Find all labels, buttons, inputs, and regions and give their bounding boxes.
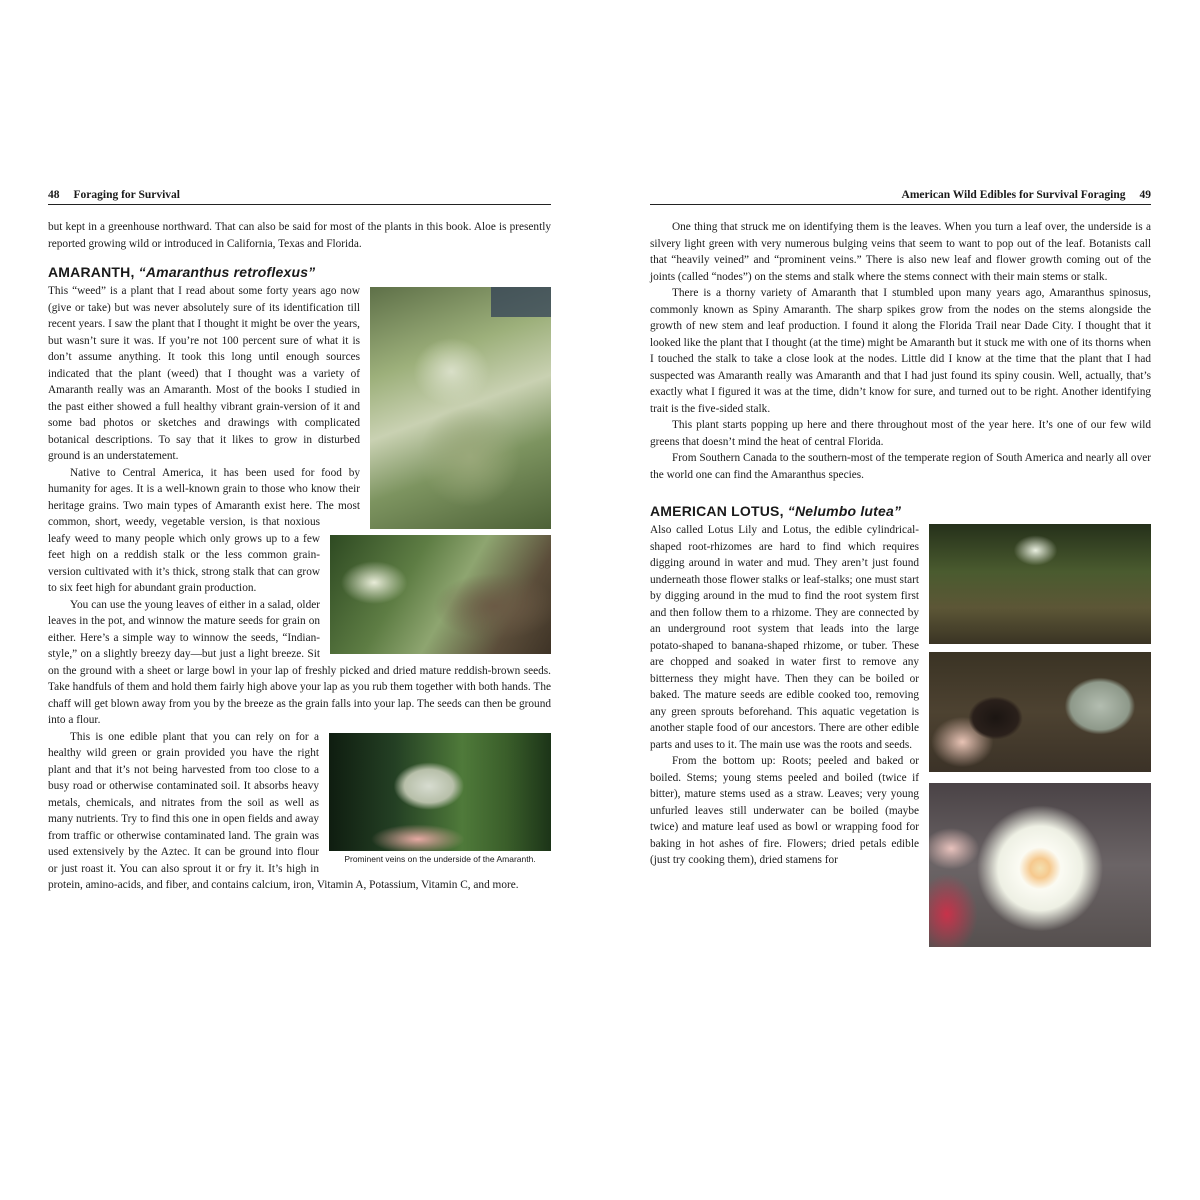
right-running-head <box>650 188 1151 205</box>
figure-amaranth-plant <box>370 287 551 529</box>
intro-paragraph: but kept in a greenhouse northward. That can also be said for most of the plants in this book. Aloe is presently reported growing wild or introduced in California, Texas and Florida. <box>48 221 551 250</box>
amaranth-leaf-underside-photo <box>329 733 551 851</box>
heading-common-name: AMERICAN LOTUS, <box>650 503 788 519</box>
page-number: 49 <box>1139 189 1151 201</box>
figure-lotus-stack <box>929 524 1151 947</box>
body-paragraph: From Southern Canada to the southern-most of the temperate region of South America and nearly all over the world one can find the Amaranthus species. <box>650 452 1151 481</box>
section-heading-amaranth <box>48 264 551 280</box>
left-running-head <box>48 188 551 205</box>
body-paragraph: This plant starts popping up here and there throughout most of the year here. It’s one of our few wild greens that doesn’t mind the heat of central Florida. <box>650 419 1151 448</box>
page-number: 48 <box>48 189 60 201</box>
heading-latin-name: “Amaranthus retroflexus” <box>138 264 316 280</box>
running-head-title: American Wild Edibles for Survival Foraging <box>901 189 1126 201</box>
section-heading-american-lotus <box>650 503 1151 519</box>
heading-common-name: AMARANTH, <box>48 264 139 280</box>
body-paragraph: This “weed” is a plant that I read about some forty years ago now (give or take) but was never absolutely sure of its identification till recent years. I saw the plant that I thought it might be over the years, but wasn’t sure it was. If you’re not 100 percent sure of what it is don’t assume anything. It took this long until enough sources indicated that the plant (weed) that I thought was a variety of Amaranth really was an Amaranth. Most of the books I studied in the past either showed a full healthy vibrant grain-version of it and some bad photos or sketches and drawings with complicated botanical descriptions. To say that it likes to grow in disturbed ground is an understatement. <box>48 285 360 462</box>
body-paragraph: You can use the young leaves of either in a salad, older leaves in the pot, and winnow the mature seeds for grain on either. Here’s a simple way to winnow the seeds, “Indian-style,” on a slightly breezy day—but just a light breeze. Sit on the ground with a sheet or large bowl in your lap of freshly picked and dried mature reddish-brown seeds. Take handfuls of them and hold them fairly high above your lap as you rub them together with both hands. The chaff will get blown away from you by the breeze as the grain falls into your lap. The seeds can then be ground into a flour. <box>48 598 551 726</box>
lotus-seed-head-and-leaf-photo <box>929 652 1151 772</box>
figure-amaranth-leaf <box>329 733 551 864</box>
heading-latin-name: “Nelumbo lutea” <box>787 503 902 519</box>
running-head-title: Foraging for Survival <box>73 189 180 201</box>
amaranth-plant-photo <box>370 287 551 529</box>
body-paragraph: Also called Lotus Lily and Lotus, the edible cylindrical-shaped root-rhizomes are hard to find which requires digging around in water and mud. They aren’t just found underneath those flower stalks or leaf-stalks; one must start by digging around in the mud to find the root system first and then follow them to a rhizome. They are connected by an underground root system that leads into the large potato-shaped to banana-shaped rhizome, or tuber. These are chopped and soaked in water first to remove any bitterness they might have. Then they can be boiled or baked. The mature seeds are edible cooked too, removing any green sprouts beforehand. This aquatic vegetation is another staple food of our ancestors. There are other edible parts and uses to it. The main use was the roots and seeds. <box>650 524 919 751</box>
right-page <box>650 188 1151 947</box>
body-paragraph: One thing that struck me on identifying them is the leaves. When you turn a leaf over, the underside is a silvery light green with very numerous bulging veins that seem to want to pop out of the leaf. Botanists call that “heavily veined” and “prominent veins.” There is also new leaf and flower growth coming out of the joints (called “nodes”) on the stems and stalk where the stems connect with their main stems or stalk. <box>650 221 1151 283</box>
figure-caption: Prominent veins on the underside of the Amaranth. <box>344 853 536 864</box>
lotus-seed-pod-photo <box>929 524 1151 644</box>
body-paragraph: Native to Central America, it has been used for food by humanity for ages. It is a well-known grain to those who know their heritage grains. Two main types of Amaranth exist here. The most common, short, weedy, vegetable version, is that noxious leafy weed to many people which only grows up to a few feet high on a reddish stalk or the less common grain-version cultivated with it’s thick, strong stalk that can grow to six feet high for abundant grain production. <box>48 466 360 594</box>
body-paragraph: There is a thorny variety of Amaranth that I stumbled upon many years ago, Amaranthus spinosus, commonly known as Spiny Amaranth. The sharp spikes grow from the nodes on the stems alongside the growth of new stem and leaf production. I found it along the Florida Trail near Dade City. I thought that it looked like the plant that I thought (at the time) might be Amaranth but it stuck me with one of its thorns when I touched the stalk to take a close look at the nodes. Little did I know at the time that the plant that I had suspected was Amaranth really was Amaranth and that I had just found its spiny cousin. Well, actually, that’s exactly what I figured it was at the time, didn’t know for sure, and turned out to be right. Another identifying trait is the five-sided stalk. <box>650 287 1151 415</box>
lotus-flower-photo <box>929 783 1151 947</box>
body-paragraph: This is one edible plant that you can rely on for a healthy wild green or grain provided you have the right plant and that it’s not being harvested from too close to a busy road or otherwise contaminated soil. It absorbs heavy metals, chemicals, and nitrates from the soil as well as many nutrients. Try to find this one in open fields and away from traffic or otherwise contaminated land. The grain was used extensively by the Aztec. It can be ground into flour or just roast it. You can also sprout it or fry it. It’s high in protein, amino-acids, and fiber, and contains calcium, iron, Vitamin A, Potassium, Vitamin C, and more. <box>48 730 519 891</box>
left-page <box>48 188 551 894</box>
body-paragraph: From the bottom up: Roots; peeled and baked or boiled. Stems; young stems peeled and boiled (twice if bitter), mature stems used as a straw. Leaves; very young unfurled leaves still underwater can be boiled (maybe twice) and mature leaf used as bowl or wrapping food for baking in hot ashes of fire. Flowers; dried petals edible (just try cooking them), dried stamens for <box>650 755 919 866</box>
amaranth-seed-heads-photo <box>330 535 551 654</box>
figure-amaranth-seeds <box>330 535 551 654</box>
